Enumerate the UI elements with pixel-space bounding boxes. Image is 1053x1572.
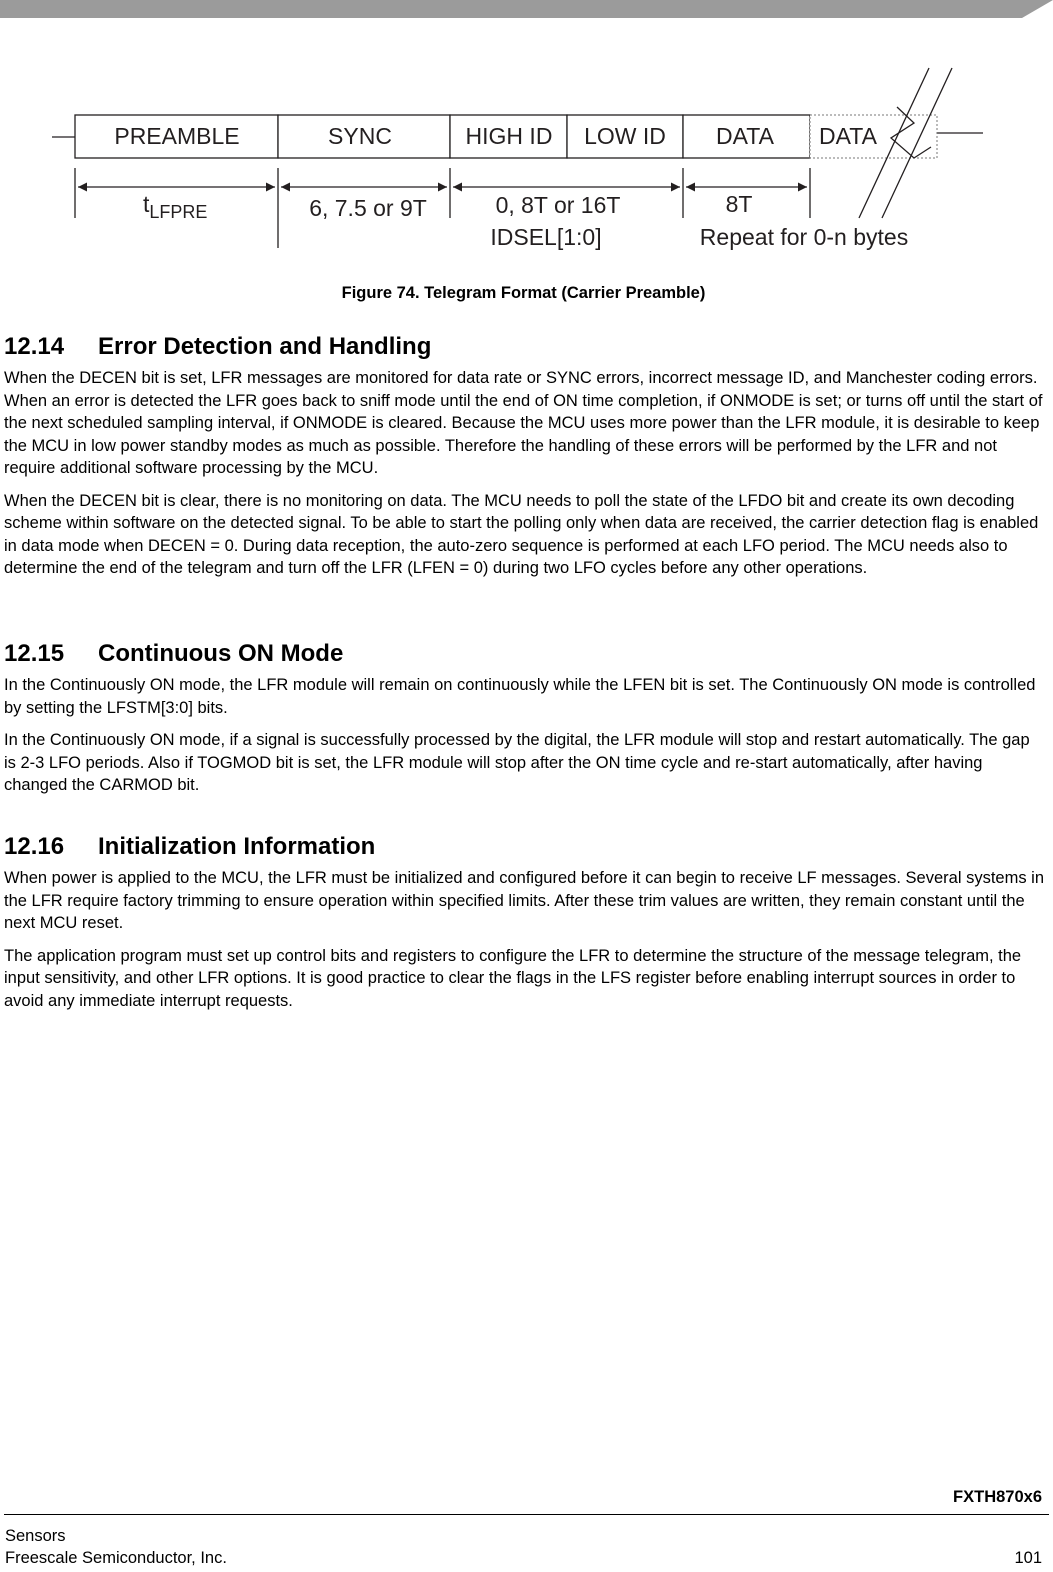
footer-company: Freescale Semiconductor, Inc. xyxy=(5,1549,227,1567)
field-label-high-id: HIGH ID xyxy=(465,123,553,149)
top-header-bar xyxy=(0,0,1053,18)
field-label-low-id: LOW ID xyxy=(584,123,666,149)
section-continuous-on-mode xyxy=(4,640,1046,807)
timing-label-sync: 6, 7.5 or 9T xyxy=(309,195,427,221)
paragraph: When the DECEN bit is set, LFR messages are monitored for data rate or SYNC errors, incorrect message ID, and Manchester coding errors. When an error is detected the LFR goes back to sniff mode until the end of ON time completion, if ONMODE is set; or turns off until the start of the next scheduled sampling interval, if ONMODE is cleared. Because the MCU uses more power than the LFR module, it is desirable to keep the MCU in low power standby modes as much as possible. Therefore the handling of these errors will be performed by the LFR and not require additional software processing by the MCU. xyxy=(4,369,1043,477)
footer-doc-title: FXTH870x6 xyxy=(953,1488,1042,1506)
paragraph: In the Continuously ON mode, the LFR module will remain on continuously while the LFEN bit is set. The Continuously ON mode is controlled by setting the LFSTM[3:0] bits. xyxy=(4,676,1036,717)
section-number: 12.15 xyxy=(4,640,65,667)
section-error-detection xyxy=(4,333,1046,590)
timing-label-data: 8T xyxy=(725,191,753,217)
timing-label-idsel: IDSEL[1:0] xyxy=(490,224,602,250)
section-initialization-information xyxy=(4,833,1046,1022)
field-label-preamble: PREAMBLE xyxy=(114,123,240,149)
footer-rule xyxy=(4,1514,1049,1515)
section-heading xyxy=(4,833,1046,861)
section-number: 12.14 xyxy=(4,333,65,360)
section-heading xyxy=(4,640,1046,668)
field-label-data-repeat: DATA xyxy=(819,123,877,149)
field-label-data: DATA xyxy=(716,123,774,149)
paragraph: The application program must set up control bits and registers to configure the LFR to determine the structure of the message telegram, the input sensitivity, and other LFR options. It is good practice to clear the flags in the LFS register before enabling interrupt sources in order to avoid any immediate interrupt requests. xyxy=(4,946,1022,1010)
paragraph: When the DECEN bit is clear, there is no monitoring on data. The MCU needs to poll the state of the LFDO bit and create its own decoding scheme within software on the detected signal. To be able to start the polling only when data are received, the carrier detection flag is enabled in data mode when DECEN = 0. During data reception, the auto-zero sequence is performed at each LFO period. The MCU needs also to determine the end of the telegram and turn off the LFR (LFEN = 0) during two LFO cycles before any other operations. xyxy=(4,491,1039,577)
section-title: Continuous ON Mode xyxy=(98,640,344,667)
footer-category: Sensors xyxy=(5,1527,66,1545)
section-title: Error Detection and Handling xyxy=(98,333,432,360)
section-number: 12.16 xyxy=(4,833,65,860)
timing-label-preamble: $t_{LFPRE}$ xyxy=(143,191,208,222)
figure-caption: Figure 74. Telegram Format (Carrier Preamble) xyxy=(341,284,706,302)
timing-label-id: 0, 8T or 16T xyxy=(495,192,621,218)
timing-label-repeat: Repeat for 0-n bytes xyxy=(699,224,909,250)
section-title: Initialization Information xyxy=(98,833,376,860)
paragraph: When power is applied to the MCU, the LFR must be initialized and configured before it can begin to receive LF messages. Several systems in the LFR require factory trimming to ensure operation within specified limits. After these trim values are written, they remain constant until the next MCU reset. xyxy=(4,869,1045,932)
page-number: 101 xyxy=(1014,1549,1042,1567)
telegram-format-diagram xyxy=(0,55,1053,265)
field-label-sync: SYNC xyxy=(328,123,392,149)
paragraph: In the Continuously ON mode, if a signal is successfully processed by the digital, the LFR module will stop and restart automatically. The gap is 2-3 LFO periods. Also if TOGMOD bit is set, the LFR module will stop after the ON time cycle and re-start automatically, after having changed the CARMOD bit. xyxy=(4,731,1030,794)
section-heading xyxy=(4,333,1046,361)
